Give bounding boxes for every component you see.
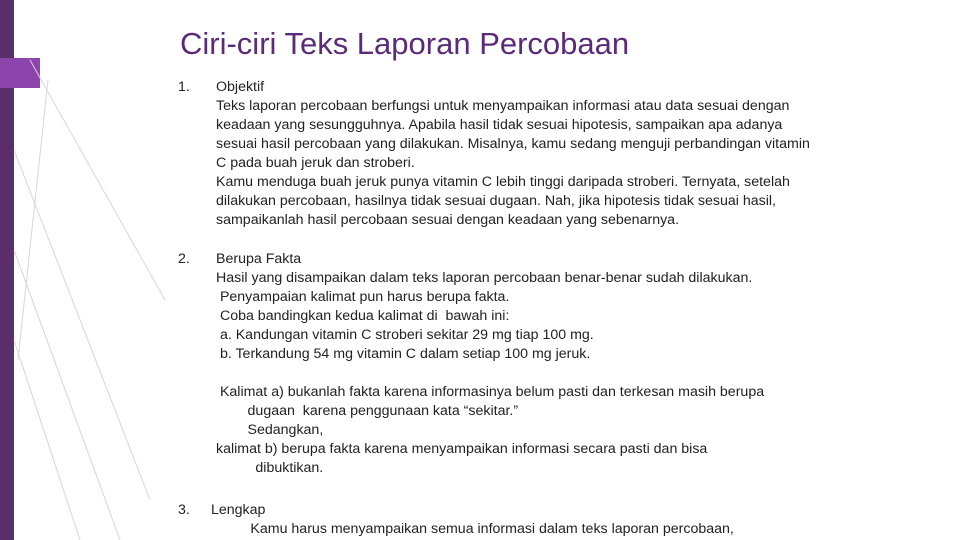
item-heading: Berupa Fakta bbox=[216, 251, 302, 267]
item-line: sampaikanlah hasil percobaan sesuai dengan keadaan yang sebenarnya. bbox=[216, 212, 680, 228]
item-line: keadaan yang sesungguhnya. Apabila hasil tidak sesuai hipotesis, sampaikan apa adanya bbox=[216, 117, 783, 133]
item-number: 3. bbox=[178, 502, 190, 518]
item-line: C pada buah jeruk dan stroberi. bbox=[216, 155, 415, 171]
decorative-lines bbox=[0, 0, 170, 540]
item-body bbox=[211, 501, 911, 539]
item-line: dibuktikan. bbox=[216, 460, 324, 476]
item-line: dilakukan percobaan, hasilnya tidak sesuai dugaan. Nah, jika hipotesis tidak sesuai hasil, bbox=[216, 193, 776, 209]
item-line: Kamu harus menyampaikan semua informasi dalam teks laporan percobaan, bbox=[211, 521, 734, 537]
item-line: kalimat b) berupa fakta karena menyampaikan informasi secara pasti dan bisa bbox=[216, 441, 708, 457]
item-line: Penyampaian kalimat pun harus berupa fakta. bbox=[216, 289, 510, 305]
item-line: Teks laporan percobaan berfungsi untuk menyampaikan informasi atau data sesuai dengan bbox=[216, 98, 790, 114]
item-line: sesuai hasil percobaan yang dilakukan. Misalnya, kamu sedang menguji perbandingan vitamin bbox=[216, 136, 810, 152]
item-line: dugaan karena penggunaan kata “sekitar.” bbox=[216, 403, 519, 419]
item-number: 2. bbox=[178, 251, 190, 267]
item-body bbox=[216, 78, 916, 230]
item-line: a. Kandungan vitamin C stroberi sekitar 29 mg tiap 100 mg. bbox=[216, 327, 594, 343]
item-number: 1. bbox=[178, 79, 190, 95]
item-line: Kalimat a) bukanlah fakta karena informasinya belum pasti dan terkesan masih berupa bbox=[216, 384, 765, 400]
item-line: Kamu menduga buah jeruk punya vitamin C lebih tinggi daripada stroberi. Ternyata, setelah bbox=[216, 174, 790, 190]
item-heading: Objektif bbox=[216, 79, 265, 95]
item-body bbox=[216, 250, 916, 478]
item-line: Sedangkan, bbox=[216, 422, 324, 438]
item-line: Hasil yang disampaikan dalam teks laporan percobaan benar-benar sudah dilakukan. bbox=[216, 270, 753, 286]
item-line: b. Terkandung 54 mg vitamin C dalam setiap 100 mg jeruk. bbox=[216, 346, 591, 362]
item-line: Coba bandingkan kedua kalimat di bawah ini: bbox=[216, 308, 510, 324]
item-heading: Lengkap bbox=[211, 502, 266, 518]
slide-title: Ciri-ciri Teks Laporan Percobaan bbox=[180, 26, 630, 61]
